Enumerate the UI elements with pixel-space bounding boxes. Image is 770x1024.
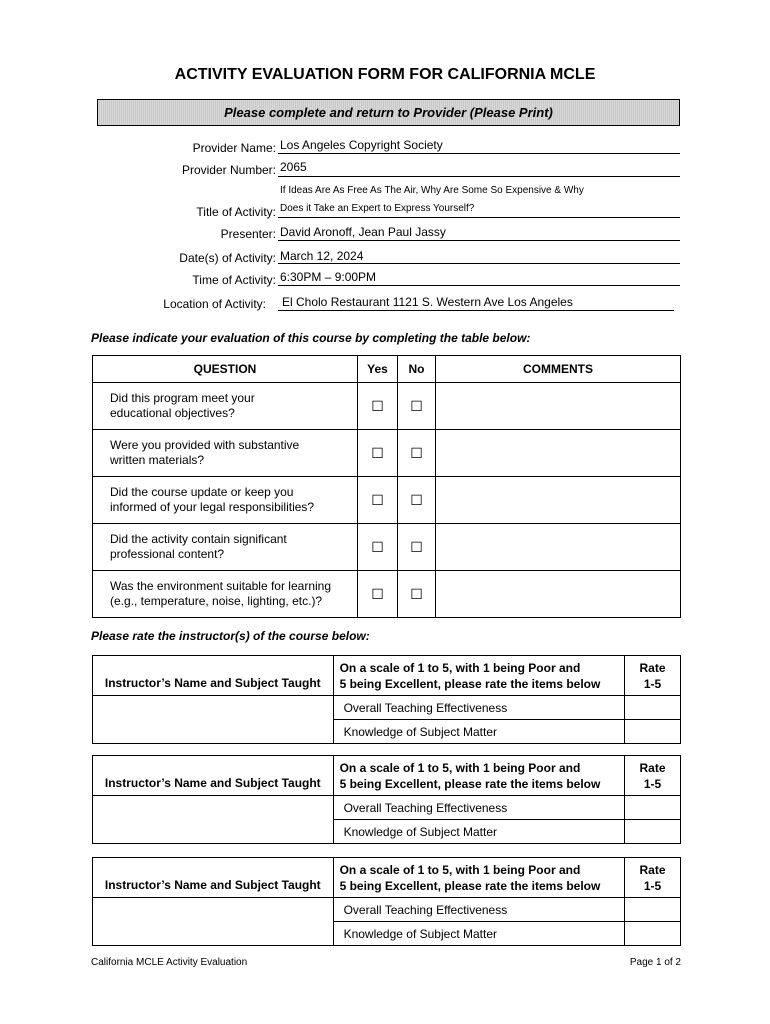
instructor-name-input[interactable] [93, 796, 334, 844]
yes-checkbox[interactable]: ☐ [358, 524, 398, 571]
rate-header [625, 756, 681, 796]
rating-item: Knowledge of Subject Matter [333, 922, 624, 946]
yes-header: Yes [358, 356, 398, 383]
rate-text: Rate [639, 862, 666, 877]
rating-input[interactable] [625, 796, 681, 820]
rating-input[interactable] [625, 922, 681, 946]
title-of-activity-field[interactable]: Does it Take an Expert to Express Yourself? [278, 203, 680, 218]
eval-section-heading: Please indicate your evaluation of this course by completing the table below: [91, 331, 531, 345]
rate-text: 1-5 [643, 676, 662, 691]
scale-text: 5 being Excellent, please rate the items below [339, 676, 601, 691]
rate-text: 1-5 [643, 878, 662, 893]
dates-label: Date(s) of Activity: [179, 251, 276, 265]
question-text: Were you provided with substantive [110, 438, 300, 452]
rating-input[interactable] [625, 820, 681, 844]
question-text: (e.g., temperature, noise, lighting, etc.)? [110, 594, 323, 608]
scale-text: On a scale of 1 to 5, with 1 being Poor and [339, 760, 581, 775]
rate-header [625, 656, 681, 696]
question-text: professional content? [110, 547, 225, 561]
evaluation-table [92, 355, 681, 618]
presenter-label: Presenter: [220, 227, 276, 241]
provider-name-field[interactable]: Los Angeles Copyright Society [278, 138, 680, 154]
form-title: ACTIVITY EVALUATION FORM FOR CALIFORNIA MCLE [174, 66, 596, 83]
comments-header: COMMENTS [436, 356, 681, 383]
time-field[interactable]: 6:30PM – 9:00PM [278, 270, 680, 286]
time-label: Time of Activity: [192, 273, 276, 287]
instructor-rating-table-2 [92, 755, 681, 844]
location-label: Location of Activity: [163, 297, 266, 311]
instructor-name-header: Instructor’s Name and Subject Taught [93, 656, 334, 696]
yes-checkbox[interactable]: ☐ [358, 571, 398, 618]
question-cell [93, 430, 358, 477]
title-of-activity-label: Title of Activity: [196, 205, 276, 219]
comments-cell[interactable] [436, 571, 681, 618]
rate-text: Rate [639, 660, 666, 675]
rate-text: 1-5 [643, 776, 662, 791]
rating-item: Knowledge of Subject Matter [333, 820, 624, 844]
question-text: informed of your legal responsibilities? [110, 500, 315, 514]
table-row [93, 571, 681, 618]
no-checkbox[interactable]: ☐ [398, 571, 436, 618]
rate-header [625, 858, 681, 898]
scale-text: On a scale of 1 to 5, with 1 being Poor and [339, 660, 581, 675]
question-text: educational objectives? [110, 406, 235, 420]
presenter-field[interactable]: David Aronoff, Jean Paul Jassy [278, 225, 680, 241]
comments-cell[interactable] [436, 430, 681, 477]
dates-field[interactable]: March 12, 2024 [278, 249, 680, 264]
no-checkbox[interactable]: ☐ [398, 524, 436, 571]
comments-cell[interactable] [436, 383, 681, 430]
question-text: Did this program meet your [110, 391, 255, 405]
rate-section-heading: Please rate the instructor(s) of the course below: [91, 629, 370, 643]
page-number: Page 1 of 2 [629, 957, 681, 968]
question-header: QUESTION [93, 356, 358, 383]
location-field[interactable]: El Cholo Restaurant 1121 S. Western Ave Los Angeles [278, 295, 674, 311]
rating-item: Overall Teaching Effectiveness [333, 796, 624, 820]
footer-left: California MCLE Activity Evaluation [91, 957, 248, 968]
table-row [93, 477, 681, 524]
question-cell [93, 524, 358, 571]
instructor-name-header: Instructor’s Name and Subject Taught [93, 756, 334, 796]
scale-text: 5 being Excellent, please rate the items below [339, 878, 601, 893]
provider-number-field[interactable]: 2065 [278, 160, 680, 177]
table-row [93, 383, 681, 430]
scale-instructions [333, 858, 624, 898]
no-checkbox[interactable]: ☐ [398, 383, 436, 430]
table-row [93, 524, 681, 571]
table-row [93, 430, 681, 477]
scale-instructions [333, 656, 624, 696]
instructor-name-input[interactable] [93, 898, 334, 946]
yes-checkbox[interactable]: ☐ [358, 477, 398, 524]
instructor-name-input[interactable] [93, 696, 334, 744]
no-checkbox[interactable]: ☐ [398, 430, 436, 477]
rating-input[interactable] [625, 720, 681, 744]
scale-text: 5 being Excellent, please rate the items below [339, 776, 601, 791]
rating-item: Overall Teaching Effectiveness [333, 696, 624, 720]
yes-checkbox[interactable]: ☐ [358, 383, 398, 430]
rating-input[interactable] [625, 696, 681, 720]
question-cell [93, 571, 358, 618]
title-of-activity-line1: If Ideas Are As Free As The Air, Why Are Some So Expensive & Why [280, 185, 584, 196]
instructor-name-header: Instructor’s Name and Subject Taught [93, 858, 334, 898]
instruction-banner: Please complete and return to Provider (Please Print) [97, 99, 680, 126]
comments-cell[interactable] [436, 477, 681, 524]
rate-text: Rate [639, 760, 666, 775]
instructor-rating-table-3 [92, 857, 681, 946]
question-cell [93, 383, 358, 430]
yes-checkbox[interactable]: ☐ [358, 430, 398, 477]
scale-instructions [333, 756, 624, 796]
scale-text: On a scale of 1 to 5, with 1 being Poor and [339, 862, 581, 877]
rating-item: Knowledge of Subject Matter [333, 720, 624, 744]
question-text: written materials? [110, 453, 205, 467]
no-checkbox[interactable]: ☐ [398, 477, 436, 524]
rating-item: Overall Teaching Effectiveness [333, 898, 624, 922]
question-text: Did the activity contain significant [110, 532, 287, 546]
instructor-rating-table-1 [92, 655, 681, 744]
provider-number-label: Provider Number: [181, 163, 276, 177]
comments-cell[interactable] [436, 524, 681, 571]
question-text: Did the course update or keep you [110, 485, 294, 499]
provider-name-label: Provider Name: [192, 141, 276, 155]
no-header: No [398, 356, 436, 383]
rating-input[interactable] [625, 898, 681, 922]
question-text: Was the environment suitable for learning [110, 579, 332, 593]
question-cell [93, 477, 358, 524]
